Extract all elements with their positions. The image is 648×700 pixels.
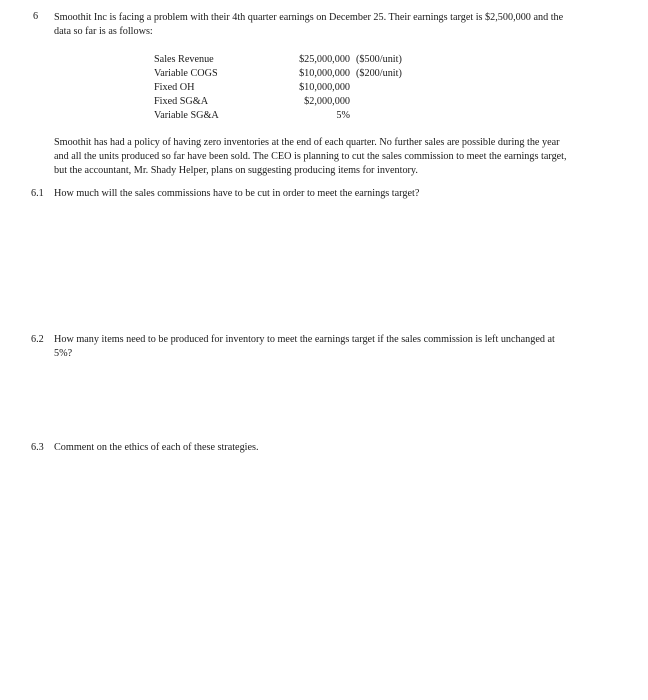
row-amount: 5% xyxy=(336,110,350,121)
row-label: Sales Revenue xyxy=(154,54,214,65)
row-label: Fixed OH xyxy=(154,82,195,93)
policy-line: and all the units produced so far have been sold. The CEO is planning to cut the sales commission to meet the earnings target, xyxy=(54,151,567,162)
subquestion-text xyxy=(54,187,419,201)
row-amount: $25,000,000 xyxy=(299,54,350,65)
row-unit: ($500/unit) xyxy=(356,54,402,65)
question-intro xyxy=(54,11,563,39)
question-number: 6 xyxy=(33,11,39,22)
policy-line: Smoothit has had a policy of having zero inventories at the end of each quarter. No further sales are possible during the year xyxy=(54,137,560,148)
row-amount: $10,000,000 xyxy=(299,68,350,79)
subquestion-number: 6.3 xyxy=(31,442,44,453)
row-amount: $2,000,000 xyxy=(304,96,350,107)
financial-data-table xyxy=(154,53,402,123)
row-label: Variable SG&A xyxy=(154,110,219,121)
subquestion-line: How much will the sales commissions have to be cut in order to meet the earnings target? xyxy=(54,188,420,199)
row-unit xyxy=(350,81,402,95)
row-unit xyxy=(350,109,402,123)
policy-line: but the accountant, Mr. Shady Helper, plans on suggesting producing items for inventory. xyxy=(54,165,418,176)
subquestion-line: How many items need to be produced for inventory to meet the earnings target if the sales commission is left unchanged at xyxy=(54,334,555,345)
table-row xyxy=(154,53,402,67)
row-label: Variable COGS xyxy=(154,68,218,79)
row-label: Fixed SG&A xyxy=(154,96,209,107)
table-row xyxy=(154,109,402,123)
row-amount: $10,000,000 xyxy=(299,82,350,93)
subquestion-number: 6.2 xyxy=(31,334,44,345)
row-unit: ($200/unit) xyxy=(356,68,402,79)
subquestion-line: 5%? xyxy=(54,348,73,359)
question-intro-line: data so far is as follows: xyxy=(54,26,153,37)
table-row xyxy=(154,81,402,95)
subquestion-text xyxy=(54,441,259,455)
subquestion-line: Comment on the ethics of each of these strategies. xyxy=(54,442,259,453)
subquestion-text xyxy=(54,333,555,361)
table-row xyxy=(154,67,402,81)
table-row xyxy=(154,95,402,109)
policy-paragraph xyxy=(54,136,567,178)
subquestion-number: 6.1 xyxy=(31,188,44,199)
question-intro-line: Smoothit Inc is facing a problem with their 4th quarter earnings on December 25. Their earnings target is $2,500,000 and the xyxy=(54,12,564,23)
row-unit xyxy=(350,95,402,109)
